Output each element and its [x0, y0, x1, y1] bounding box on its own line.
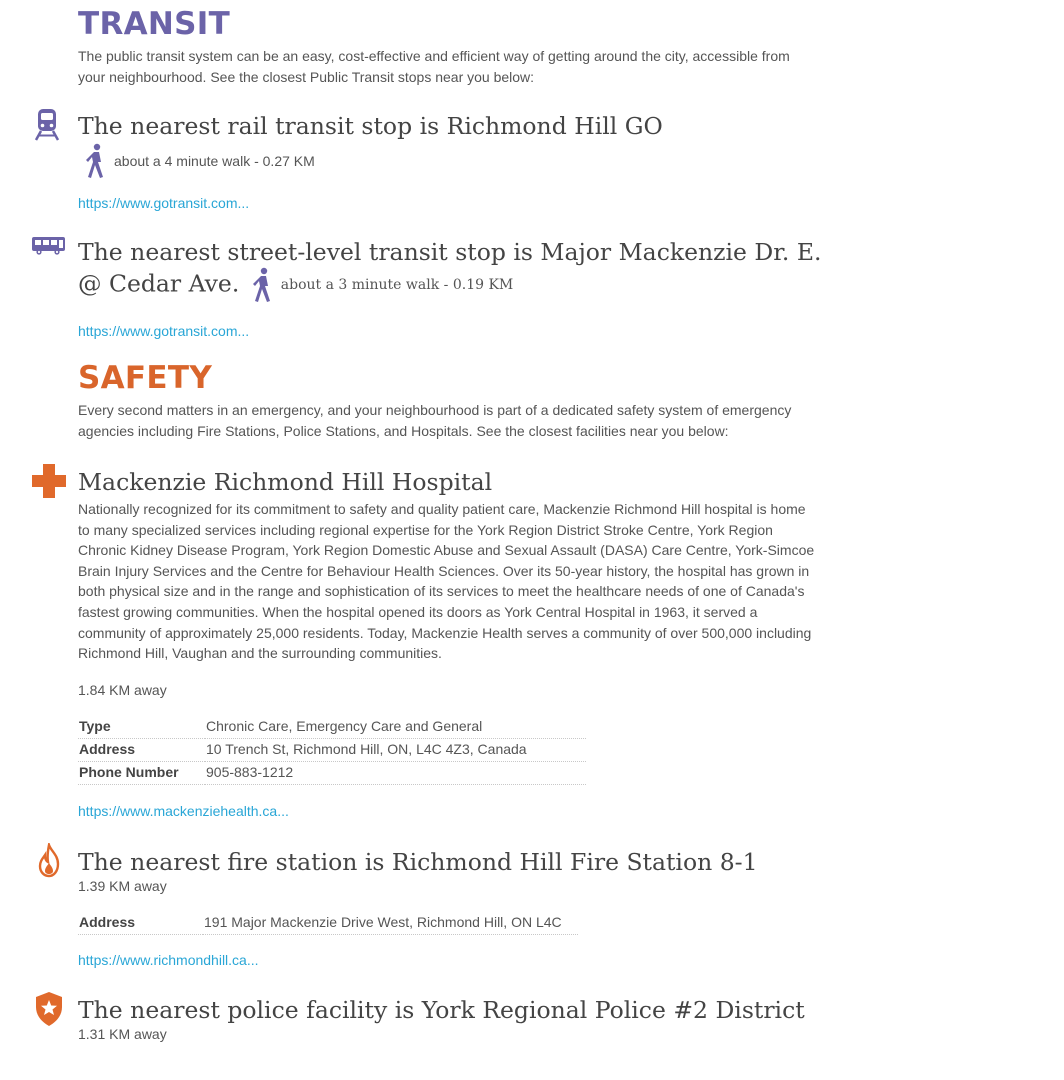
info-value: 905-883-1212: [205, 761, 586, 784]
street-walk-distance: - 0.19 KM: [443, 277, 514, 293]
bus-icon: [31, 231, 67, 267]
flame-icon: [31, 843, 67, 879]
fire-station-info-table: [78, 912, 578, 935]
info-label: Address: [78, 738, 205, 761]
info-label: Phone Number: [78, 761, 205, 784]
rail-walk-info: [84, 143, 315, 179]
walking-person-icon: [251, 267, 275, 303]
hospital-heading: Mackenzie Richmond Hill Hospital: [78, 468, 493, 496]
police-facility-heading: The nearest police facility is York Regional Police #2 District: [78, 995, 805, 1024]
rail-transit-heading: The nearest rail transit stop is Richmond Hill GO: [78, 112, 663, 140]
street-walk-time: about a 3 minute walk: [280, 277, 440, 293]
fire-station-item: [78, 847, 818, 970]
neighbourhood-info-page: [78, 0, 822, 1042]
hospital-distance: 1.84 KM away: [78, 681, 167, 698]
table-row: [78, 738, 586, 761]
police-badge-icon: [31, 991, 67, 1027]
table-row: [78, 716, 586, 739]
info-value: Chronic Care, Emergency Care and General: [205, 716, 586, 739]
train-icon: [30, 107, 66, 143]
transit-section-title: TRANSIT: [78, 6, 231, 42]
medical-cross-icon: [31, 463, 67, 499]
street-transit-heading-text: The nearest street-level transit stop is Major Mackenzie Dr. E. @ Cedar Ave.: [78, 238, 822, 298]
street-transit-link[interactable]: https://www.gotransit.com...: [78, 323, 250, 339]
hospital-link[interactable]: https://www.mackenziehealth.ca...: [78, 802, 289, 819]
fire-station-link[interactable]: https://www.richmondhill.ca...: [78, 951, 259, 968]
info-value: 10 Trench St, Richmond Hill, ON, L4C 4Z3, Canada: [205, 738, 586, 761]
police-facility-distance: 1.31 KM away: [78, 1025, 167, 1042]
info-label: Address: [78, 912, 203, 935]
info-label: Type: [78, 716, 205, 739]
walking-person-icon: [84, 143, 108, 179]
street-walk-info: [251, 267, 514, 303]
rail-walk-time: about a 4 minute walk: [114, 153, 251, 169]
safety-section-title: SAFETY: [78, 360, 213, 396]
hospital-item: [78, 467, 818, 821]
transit-intro: The public transit system can be an easy, cost-effective and efficient way of getting around the city, accessible from your neighbourhood. See the closest Public Transit stops near you below:: [78, 48, 790, 85]
hospital-info-table: [78, 716, 586, 785]
info-value: 191 Major Mackenzie Drive West, Richmond Hill, ON L4C: [203, 912, 578, 935]
street-transit-item: [78, 237, 822, 341]
fire-station-distance: 1.39 KM away: [78, 877, 167, 894]
rail-walk-distance: - 0.27 KM: [254, 153, 315, 169]
police-facility-item: [78, 995, 818, 1042]
table-row: [78, 761, 586, 784]
fire-station-heading: The nearest fire station is Richmond Hill Fire Station 8-1: [78, 847, 758, 876]
hospital-description: Nationally recognized for its commitment to safety and quality patient care, Mackenzie Richmond Hill hospital is home to many specialized services including regional expertise for the York Region District Stroke Centre, York Region Chronic Kidney Disease Program, York Region Domestic Abuse and Sexual Assault (DASA) Care Centre, York-Simcoe Brain Injury Services and the Centre for Behaviour Health Sciences. Over its 50-year history, the hospital has grown in both physical size and in the range and sophistication of its services to meet the healthcare needs of one of Canada's fastest growing communities. When the hospital opened its doors as York Central Hospital in 1963, it served a community of approximately 25,000 residents. Today, Mackenzie Health serves a community of over 500,000 including Richmond Hill, Vaughan and the surrounding communities.: [78, 501, 815, 662]
street-transit-heading: [78, 237, 823, 303]
safety-intro: Every second matters in an emergency, and your neighbourhood is part of a dedicated safety system of emergency agencies including Fire Stations, Police Stations, and Hospitals. See the closest facilities near you below:: [78, 402, 792, 439]
table-row: [78, 912, 578, 935]
rail-transit-link[interactable]: https://www.gotransit.com...: [78, 195, 250, 211]
rail-transit-item: [78, 111, 818, 213]
